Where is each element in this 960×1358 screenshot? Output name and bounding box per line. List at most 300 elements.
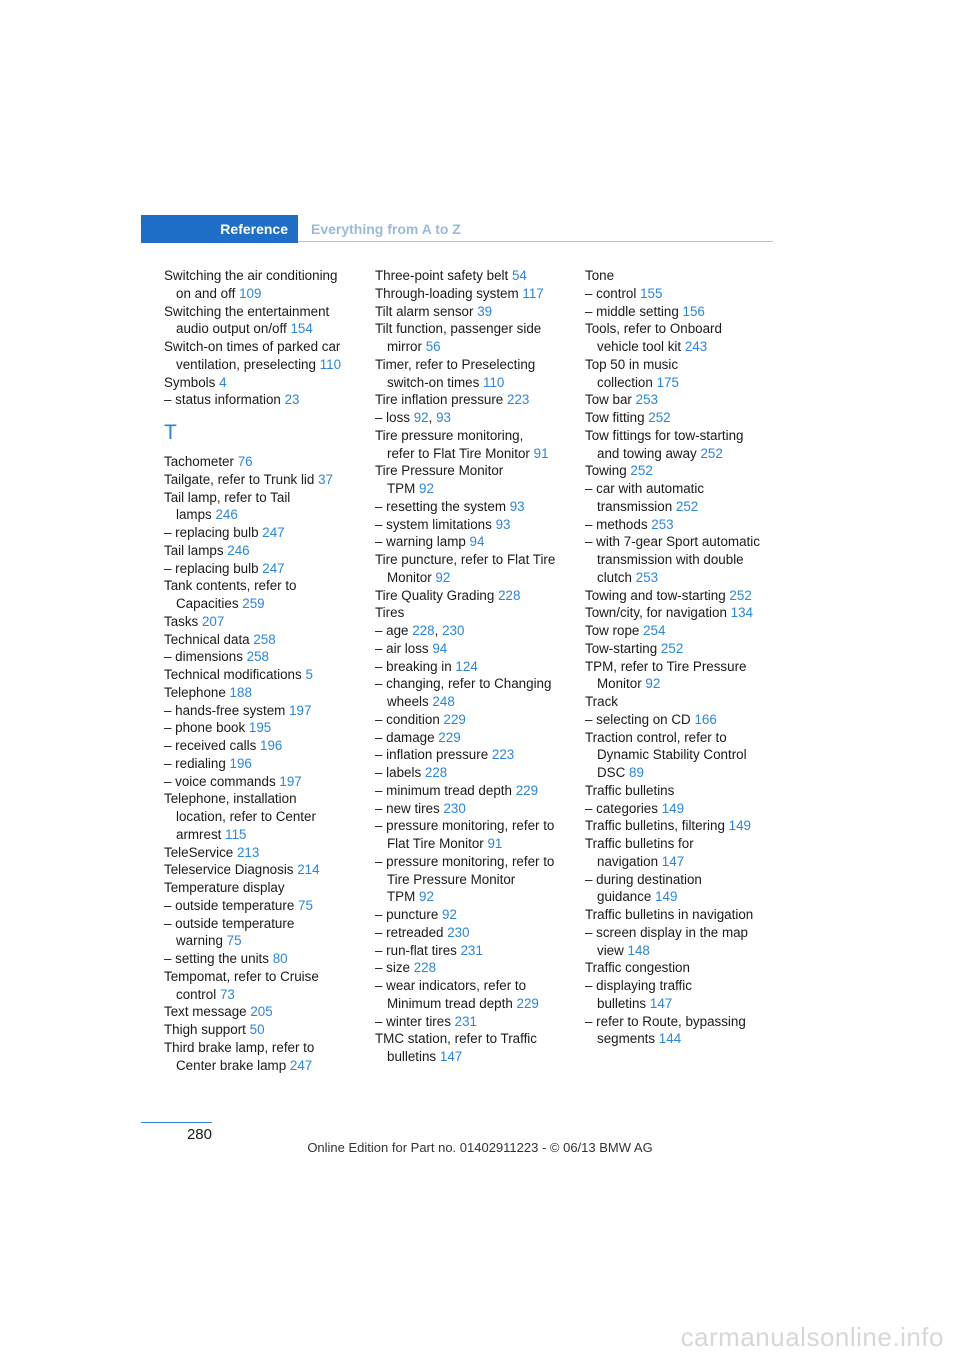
index-entry-text: – damage <box>375 729 435 745</box>
index-entry-text: – pressure monitoring, refer to <box>375 818 555 834</box>
page-reference-link[interactable]: 259 <box>242 596 265 611</box>
index-entry-text: Top 50 in music <box>585 356 679 372</box>
index-entry-text: audio output on/off <box>176 321 287 337</box>
index-entry-text: – system limitations <box>375 516 492 532</box>
index-entry-text: Through-loading system <box>375 285 519 301</box>
index-entry <box>585 356 785 392</box>
page-reference-link[interactable]: 252 <box>660 640 684 656</box>
index-entry-text: Text message <box>164 1004 247 1020</box>
index-entry-text: – air loss <box>375 640 429 656</box>
index-entry-text: Flat Tire Monitor <box>387 836 484 851</box>
index-entry <box>375 640 575 658</box>
index-entry <box>585 977 785 1013</box>
index-entry <box>164 391 364 409</box>
page-reference-link[interactable]: 94 <box>469 534 485 550</box>
watermark: carmanualsonline.info <box>680 1322 944 1352</box>
index-entry <box>375 498 575 516</box>
index-entry <box>375 303 575 321</box>
index-entry-text: lamps <box>176 507 212 523</box>
index-entry <box>375 764 575 782</box>
index-entry-text: navigation <box>597 853 659 869</box>
page-reference-link[interactable]: 92 <box>442 907 457 922</box>
page-reference-link[interactable]: 80 <box>272 951 288 966</box>
index-entry: – loss 92, 93 <box>375 410 451 425</box>
index-entry-text: mirror <box>387 339 422 354</box>
index-entry-text: – methods <box>585 516 648 532</box>
index-entry-text: Tire Pressure Monitor <box>387 871 516 887</box>
page-reference-link[interactable]: 213 <box>236 844 260 860</box>
index-entry <box>164 861 364 879</box>
page-reference-link[interactable]: 94 <box>432 640 448 656</box>
page-reference-link[interactable]: 229 <box>515 782 539 798</box>
index-entry-text: Tire inflation pressure <box>375 392 504 408</box>
index-entry-text: Tail lamps <box>164 542 224 558</box>
index-entry-text: – changing, refer to Changing <box>375 676 552 692</box>
index-entry <box>164 737 364 755</box>
index-entry <box>164 684 364 702</box>
index-entry <box>585 1013 785 1049</box>
index-entry-text: TPM, refer to Tire Pressure <box>585 658 747 674</box>
page-reference-link[interactable]: 247 <box>262 560 285 576</box>
index-entry-text: – control <box>585 285 637 301</box>
index-entry <box>585 303 785 321</box>
index-entry-text: Minimum tread depth <box>387 995 513 1011</box>
index-entry-text: – voice commands <box>164 773 276 789</box>
page-reference-link[interactable]: 23 <box>284 392 300 408</box>
index-entry-text: – loss <box>375 410 410 425</box>
page-reference-link[interactable]: 231 <box>454 1013 477 1029</box>
index-entry-text: – during destination <box>585 871 702 887</box>
page-reference-link[interactable]: 149 <box>655 889 678 905</box>
index-entry <box>585 267 785 285</box>
index-entry <box>585 658 785 694</box>
index-entry-text: – status information <box>164 392 281 408</box>
index-entry-text: – selecting on CD <box>585 711 691 727</box>
page-reference-link[interactable]: 258 <box>246 649 269 665</box>
index-entry-text: control <box>176 986 217 1002</box>
index-entry-text: – run-flat tires <box>375 942 457 958</box>
index-entry-text: bulletins <box>597 995 647 1011</box>
page-reference-link[interactable]: 252 <box>648 410 671 425</box>
page-reference-link[interactable]: 223 <box>507 392 530 408</box>
index-column-3 <box>585 267 785 1048</box>
page-reference-link[interactable]: 230 <box>443 800 466 816</box>
page-reference-link[interactable]: 93 <box>436 410 451 425</box>
index-entry <box>164 613 364 631</box>
index-entry-text: on and off <box>176 285 236 301</box>
index-entry-text: Tilt function, passenger side <box>375 321 542 337</box>
index-entry-text: – received calls <box>164 738 257 753</box>
index-entry-text: – outside temperature <box>164 897 295 913</box>
page-reference-link[interactable]: 246 <box>227 542 250 558</box>
index-entry <box>375 1013 575 1031</box>
index-entry-text: location, refer to Center <box>176 809 316 824</box>
index-entry-text: Traction control, refer to <box>585 729 727 745</box>
section-tab: Reference <box>141 215 298 243</box>
footer-divider <box>141 1122 212 1123</box>
index-entry <box>375 551 575 587</box>
index-entry-text: ventilation, preselecting <box>176 356 316 372</box>
page-reference-link[interactable]: 110 <box>483 374 505 390</box>
index-entry <box>375 675 575 711</box>
index-entry <box>164 471 364 489</box>
index-entry-text: Technical data <box>164 631 250 647</box>
index-entry-text: warning <box>176 933 223 949</box>
index-entry <box>585 462 785 480</box>
index-entry-text: – labels <box>375 765 422 780</box>
index-entry-text: Tachometer <box>164 454 234 469</box>
index-entry-text: Tempomat, refer to Cruise <box>164 968 319 984</box>
index-entry-text: Track <box>585 694 618 709</box>
index-entry-text: – resetting the system <box>375 498 506 514</box>
index-entry-text: – refer to Route, bypassing <box>585 1013 746 1029</box>
index-entry <box>164 790 364 843</box>
index-entry <box>164 702 364 720</box>
index-entry <box>585 711 785 729</box>
index-entry <box>164 1003 364 1021</box>
page-reference-link[interactable]: 92 <box>413 410 429 425</box>
index-entry <box>375 853 575 906</box>
index-entry <box>585 285 785 303</box>
index-entry <box>375 587 575 605</box>
index-entry-text: Tow rope <box>585 623 640 638</box>
page-reference-link[interactable]: 75 <box>298 897 313 913</box>
page-reference-link[interactable]: 252 <box>700 445 723 461</box>
page-reference-link[interactable]: 247 <box>262 525 285 540</box>
index-entry-text: Traffic bulletins for <box>585 836 694 851</box>
index-entry <box>164 879 364 897</box>
index-entry-text: – setting the units <box>164 951 269 966</box>
page-reference-link[interactable]: 92 <box>435 569 451 585</box>
index-entry-text: Tone <box>585 268 615 283</box>
page-reference-link[interactable]: 109 <box>239 285 262 301</box>
page-reference-link[interactable]: 76 <box>237 454 253 469</box>
page-reference-link[interactable]: 50 <box>249 1022 265 1037</box>
page-reference-link[interactable]: 246 <box>215 507 238 523</box>
page-reference-link[interactable]: 147 <box>649 995 673 1011</box>
page-reference-link[interactable]: 93 <box>509 498 525 514</box>
index-entry <box>164 950 364 968</box>
index-entry-text: Switching the entertainment <box>164 303 330 319</box>
index-entry <box>585 320 785 356</box>
page-reference-link[interactable]: 115 <box>225 826 247 842</box>
index-entry-text: Traffic congestion <box>585 960 690 976</box>
page-reference-link[interactable]: 91 <box>487 836 503 851</box>
index-entry-text: Temperature display <box>164 880 285 895</box>
page-reference-link[interactable]: 110 <box>319 356 342 372</box>
page-reference-link[interactable]: 195 <box>248 720 272 736</box>
index-entry <box>375 604 575 622</box>
index-entry <box>585 835 785 871</box>
index-entry <box>375 959 575 977</box>
index-entry-text: TeleService <box>164 844 234 860</box>
index-entry <box>375 533 575 551</box>
index-entry <box>585 533 785 586</box>
index-entry-text: Tires <box>375 605 405 621</box>
index-entry <box>164 666 364 684</box>
edition-footer: Online Edition for Part no. 01402911223 - © 06/13 BMW AG <box>307 1140 653 1155</box>
page-reference-link[interactable]: 254 <box>643 623 666 638</box>
index-entry-text: – middle setting <box>585 303 679 319</box>
index-entry <box>375 462 575 498</box>
page-reference-link[interactable]: 89 <box>629 765 644 780</box>
page-reference-link[interactable]: 92 <box>419 481 434 496</box>
index-entry-text: Monitor <box>387 569 432 585</box>
index-entry-text: TMC station, refer to Traffic <box>375 1031 537 1047</box>
index-entry-text: refer to Flat Tire Monitor <box>387 445 530 461</box>
page-reference-link[interactable]: 231 <box>460 942 483 958</box>
page-reference-link[interactable]: 155 <box>640 285 663 301</box>
index-entry <box>585 604 785 622</box>
index-entry-text: – displaying traffic <box>585 978 692 993</box>
page-reference-link[interactable]: 243 <box>684 339 708 354</box>
index-entry <box>375 427 575 463</box>
index-entry-text: – outside temperature <box>164 915 295 931</box>
index-entry-text: collection <box>597 374 653 390</box>
index-entry <box>375 906 575 924</box>
index-entry-text: Tow-starting <box>585 640 658 656</box>
page-reference-link[interactable]: 252 <box>675 498 699 514</box>
page-reference-link[interactable]: 252 <box>630 463 653 479</box>
index-entry-text: – inflation pressure <box>375 747 489 763</box>
index-entry <box>375 729 575 747</box>
page-reference-link[interactable]: 223 <box>491 747 515 763</box>
index-entry-text: transmission with double <box>597 552 744 567</box>
index-entry <box>585 871 785 907</box>
page-reference-link[interactable]: 134 <box>730 605 753 621</box>
page-reference-link[interactable]: 54 <box>511 268 527 283</box>
page-reference-link[interactable]: 205 <box>250 1004 273 1020</box>
index-entry-text: – replacing bulb <box>164 560 259 576</box>
page-reference-link[interactable]: 214 <box>297 862 320 878</box>
index-entry-text: Traffic bulletins, filtering <box>585 818 725 834</box>
index-entry-text: segments <box>597 1031 656 1047</box>
page-reference-link[interactable]: 4 <box>219 374 227 390</box>
index-entry-text: – dimensions <box>164 649 243 665</box>
index-entry <box>375 977 575 1013</box>
page-reference-link[interactable]: 154 <box>290 321 313 337</box>
index-entry <box>164 631 364 649</box>
page-reference-link[interactable]: 228 <box>412 623 435 638</box>
index-entry-text: – phone book <box>164 720 246 736</box>
page-reference-link[interactable]: 92 <box>419 889 434 905</box>
index-entry <box>164 1039 364 1075</box>
index-entry-text: – minimum tread depth <box>375 782 512 798</box>
index-entry <box>164 338 364 374</box>
page-reference-link[interactable]: 229 <box>516 995 539 1011</box>
index-entry-text: – redialing <box>164 755 226 771</box>
index-entry-text: bulletins <box>387 1049 437 1064</box>
index-entry-text: Symbols <box>164 374 216 390</box>
index-column-2 <box>375 267 575 1066</box>
index-entry-text: DSC <box>597 765 626 780</box>
index-entry-text: Tank contents, refer to <box>164 578 297 594</box>
index-entry-text: – size <box>375 960 410 976</box>
page-reference-link[interactable]: 253 <box>651 516 674 532</box>
page-reference-link[interactable]: 175 <box>656 374 679 390</box>
page-reference-link[interactable]: 229 <box>438 729 461 745</box>
index-entry-text: Teleservice Diagnosis <box>164 862 294 878</box>
index-entry-text: Town/city, for navigation <box>585 605 727 621</box>
page-reference-link[interactable]: 248 <box>432 694 455 709</box>
page-reference-link[interactable]: 197 <box>279 773 302 789</box>
index-entry <box>164 303 364 339</box>
page-reference-link[interactable]: 188 <box>229 684 252 700</box>
page-reference-link[interactable]: 247 <box>289 1057 313 1073</box>
index-entry-text: Towing <box>585 463 627 479</box>
page-reference-link[interactable]: 228 <box>413 960 437 976</box>
index-entry-text: clutch <box>597 569 632 585</box>
index-entry-text: Tow fitting <box>585 410 645 425</box>
index-entry-text: Telephone <box>164 684 226 700</box>
index-entry-text: Thigh support <box>164 1022 246 1037</box>
page-reference-link[interactable]: 253 <box>635 392 658 408</box>
index-entry-text: Technical modifications <box>164 667 302 682</box>
index-entry <box>585 782 785 800</box>
index-entry-text: Tasks <box>164 613 199 629</box>
index-column-1 <box>164 267 364 1074</box>
page-reference-link[interactable]: 207 <box>201 613 225 629</box>
page-reference-link[interactable]: 147 <box>661 853 685 869</box>
index-entry <box>164 560 364 578</box>
page-reference-link[interactable]: 73 <box>219 986 235 1002</box>
index-entry-text: Tire puncture, refer to Flat Tire <box>375 552 556 567</box>
page-reference-link[interactable]: 228 <box>424 765 448 780</box>
page-reference-link[interactable]: 92 <box>645 676 661 692</box>
index-entry <box>585 924 785 960</box>
index-entry-text: Traffic bulletins in navigation <box>585 907 754 922</box>
page-reference-link[interactable]: 56 <box>425 339 441 354</box>
index-entry <box>585 427 785 463</box>
index-entry <box>585 391 785 409</box>
page-reference-link[interactable]: 37 <box>318 471 333 487</box>
index-entry <box>375 711 575 729</box>
page-reference-link[interactable]: 197 <box>289 702 312 718</box>
page-reference-link[interactable]: 228 <box>498 587 521 603</box>
page-reference-link[interactable]: 117 <box>522 285 544 301</box>
index-entry-text: – replacing bulb <box>164 525 259 540</box>
index-entry <box>164 524 364 542</box>
page-reference-link[interactable]: 149 <box>728 818 751 834</box>
index-entry-text: Center brake lamp <box>176 1057 287 1073</box>
page-reference-link[interactable]: 196 <box>229 755 252 771</box>
index-entry <box>164 542 364 560</box>
index-entry <box>164 577 364 613</box>
index-entry <box>375 746 575 764</box>
index-entry-text: Telephone, installation <box>164 791 297 807</box>
page-reference-link[interactable]: 196 <box>260 738 283 753</box>
page-reference-link[interactable]: 144 <box>658 1031 682 1047</box>
index-entry <box>375 817 575 853</box>
index-entry-text: Monitor <box>597 676 642 692</box>
index-entry-text: – warning lamp <box>375 534 466 550</box>
index-entry-text: – pressure monitoring, refer to <box>375 853 555 869</box>
page-reference-link[interactable]: 166 <box>694 711 717 727</box>
index-entry-text: Tailgate, refer to Trunk lid <box>164 471 315 487</box>
page-reference-link[interactable]: 93 <box>495 516 511 532</box>
index-entry <box>585 480 785 516</box>
index-entry-text: TPM <box>387 481 416 496</box>
page-reference-link[interactable]: 258 <box>253 631 276 647</box>
index-entry <box>164 897 364 915</box>
page-reference-link[interactable]: 5 <box>305 667 313 682</box>
index-entry <box>164 374 364 392</box>
page-reference-link[interactable]: 230 <box>447 924 470 940</box>
index-entry <box>375 800 575 818</box>
index-entry <box>375 267 575 285</box>
index-entry-text: – new tires <box>375 800 440 816</box>
index-entry <box>164 267 364 303</box>
index-entry <box>164 489 364 525</box>
page-reference-link[interactable]: 156 <box>682 303 705 319</box>
index-entry-text: – retreaded <box>375 924 444 940</box>
index-entry-text: – puncture <box>375 907 439 922</box>
index-entry <box>585 729 785 782</box>
index-entry <box>585 409 785 427</box>
page-reference-link[interactable]: 39 <box>477 303 493 319</box>
index-entry-text: wheels <box>387 694 429 709</box>
index-entry <box>375 782 575 800</box>
index-entry <box>375 356 575 392</box>
index-entry-text: Tow fittings for tow-starting <box>585 427 744 443</box>
page-reference-link[interactable]: 91 <box>533 445 549 461</box>
index-entry-text: Tilt alarm sensor <box>375 303 474 319</box>
page-reference-link[interactable]: 124 <box>455 658 478 674</box>
page-reference-link[interactable]: 75 <box>226 933 242 949</box>
index-entry <box>585 959 785 977</box>
index-entry <box>375 516 575 534</box>
page-reference-link[interactable]: 230 <box>442 623 465 638</box>
index-entry-text: – age <box>375 623 409 638</box>
index-entry <box>164 915 364 951</box>
page-reference-link[interactable]: 229 <box>443 711 466 727</box>
index-entry-text: transmission <box>597 498 673 514</box>
header-divider <box>298 241 773 242</box>
index-entry-text: vehicle tool kit <box>597 339 682 354</box>
index-entry-text: Timer, refer to Preselecting <box>375 356 536 372</box>
index-entry-text: – hands-free system <box>164 702 286 718</box>
index-entry <box>585 640 785 658</box>
index-entry <box>375 1030 575 1066</box>
page-reference-link[interactable]: 149 <box>661 800 685 816</box>
index-entry <box>164 648 364 666</box>
index-entry-text: and towing away <box>597 445 697 461</box>
index-letter-heading: T <box>164 421 177 444</box>
index-entry-text: – wear indicators, refer to <box>375 978 527 993</box>
index-entry <box>585 800 785 818</box>
index-entry <box>164 453 364 471</box>
index-entry <box>164 968 364 1004</box>
index-entry-text: Switch-on times of parked car <box>164 339 341 354</box>
index-entry-text: – breaking in <box>375 658 452 674</box>
index-entry-text: switch-on times <box>387 374 480 390</box>
index-entry <box>375 658 575 676</box>
page-reference-link[interactable]: 253 <box>635 569 659 585</box>
index-entry-text: Tire Pressure Monitor <box>375 463 504 479</box>
index-entry-text: view <box>597 942 624 958</box>
index-entry <box>585 817 785 835</box>
page-reference-link[interactable]: 252 <box>729 587 752 603</box>
index-entry <box>585 587 785 605</box>
subsection-title: Everything from A to Z <box>311 221 461 237</box>
index-entry-text: – screen display in the map <box>585 924 749 940</box>
index-entry-text: – winter tires <box>375 1013 451 1029</box>
page-reference-link[interactable]: 148 <box>627 942 650 958</box>
page-reference-link[interactable]: 147 <box>439 1049 463 1064</box>
index-entry-text: – car with automatic <box>585 481 705 496</box>
index-entry-text: Tools, refer to Onboard <box>585 321 722 337</box>
index-entry <box>164 755 364 773</box>
